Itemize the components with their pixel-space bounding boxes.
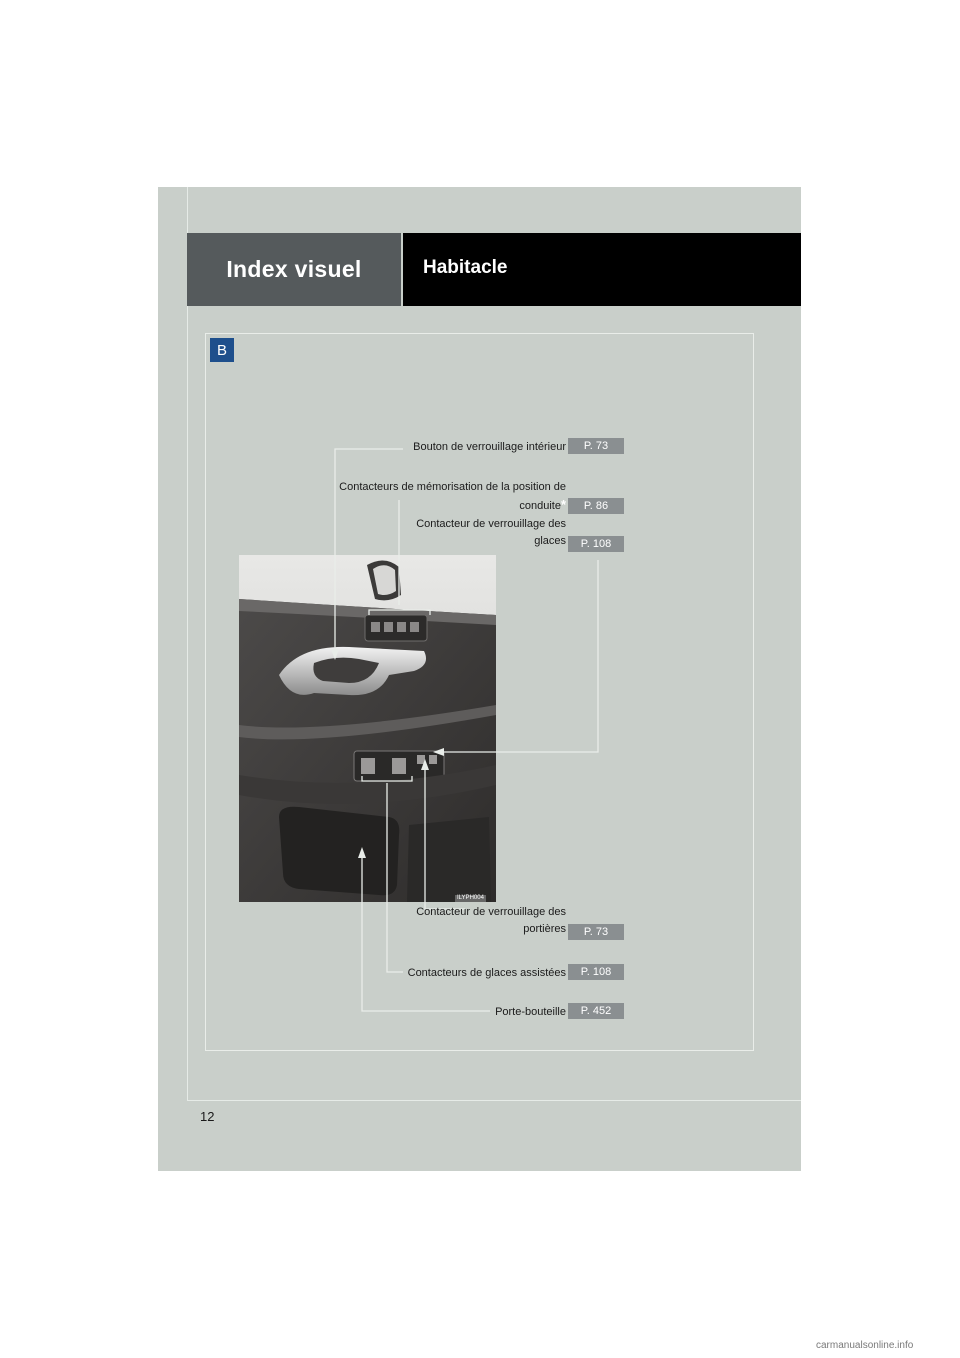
arrowhead-door-lock [331, 649, 339, 660]
photo-code: ILYPH004 [457, 895, 484, 901]
page-ref-memory-switches[interactable]: P. 86 [568, 498, 624, 514]
callout-line-power-windows-bracket [362, 776, 412, 781]
section-title: Index visuel [187, 233, 401, 306]
arrowhead-window-lock [433, 748, 444, 756]
callout-line-power-windows [387, 783, 403, 972]
page-ref-power-windows[interactable]: P. 108 [568, 964, 624, 980]
callout-label-door-lock-switch-line1: Contacteur de verrouillage des [416, 906, 566, 918]
callout-label-door-lock-switch [306, 904, 566, 938]
page-ref-door-lock[interactable]: P. 73 [568, 438, 624, 454]
page-ref-door-lock-switch[interactable]: P. 73 [568, 924, 624, 940]
callout-label-door-lock: Bouton de verrouillage intérieur [413, 441, 566, 453]
subsection-title: Habitacle [403, 233, 801, 306]
callout-label-bottle-holder: Porte-bouteille [495, 1006, 566, 1018]
callout-label-window-lock-line1: Contacteur de verrouillage des [416, 518, 566, 530]
page-number: 12 [200, 1109, 215, 1124]
asterisk-icon: * [560, 497, 566, 512]
page-ref-window-lock[interactable]: P. 108 [568, 536, 624, 552]
section-badge: B [210, 338, 234, 362]
callout-label-power-windows: Contacteurs de glaces assistées [407, 967, 566, 979]
arrowhead-bottle-holder [358, 847, 366, 858]
callout-label-door-lock-switch-line2: portières [523, 923, 566, 935]
callout-label-memory-switches [266, 479, 566, 515]
callout-label-window-lock [306, 516, 566, 550]
callout-label-memory-line2: conduite [519, 500, 561, 512]
callout-line-memory-bracket [369, 610, 430, 615]
arrowhead-door-lock-switch [421, 759, 429, 770]
page-ref-bottle-holder[interactable]: P. 452 [568, 1003, 624, 1019]
callout-line-door-lock-switch [425, 766, 465, 909]
callout-label-memory-line1: Contacteurs de mémorisation de la position de [339, 481, 566, 493]
callout-line-window-lock [440, 560, 598, 752]
watermark: carmanualsonline.info [816, 1340, 914, 1351]
callout-label-window-lock-line2: glaces [534, 535, 566, 547]
